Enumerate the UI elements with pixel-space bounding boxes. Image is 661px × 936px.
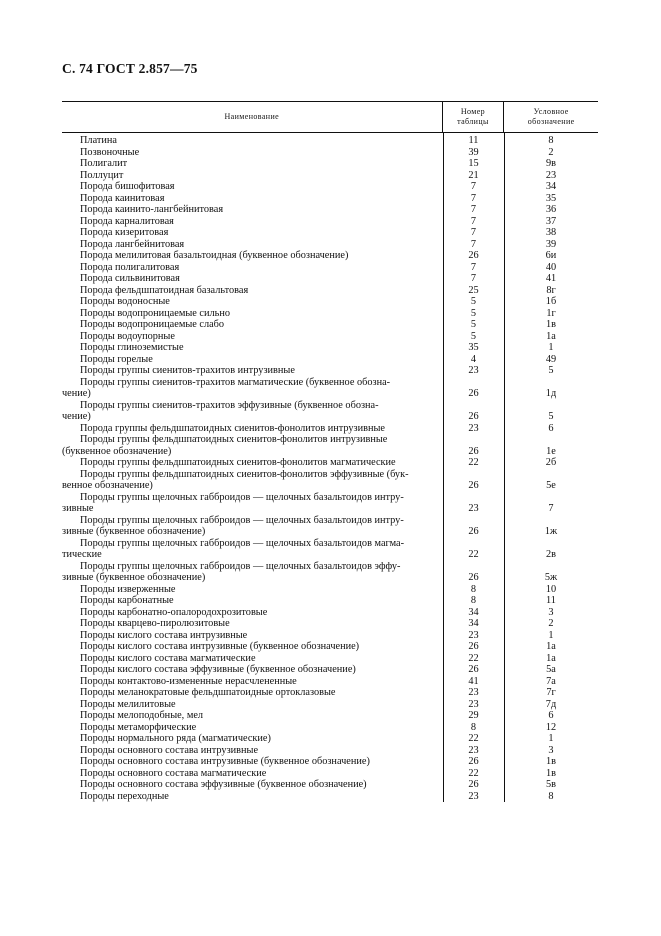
row-symbol: 11 [546, 595, 556, 606]
row-name [62, 710, 443, 722]
row-symbol: 6 [548, 710, 554, 721]
row-symbol: 12 [545, 721, 557, 733]
table-row [62, 779, 598, 791]
row-name-text: Породы изверженные [80, 583, 176, 595]
table-row [62, 607, 598, 619]
row-symbol: 3 [548, 744, 554, 756]
column-header-number-line2: таблицы [457, 117, 489, 126]
row-name-text: Породы основного состава интрузивные (буквенное обозначение) [80, 756, 370, 767]
row-symbol: 1ж [544, 526, 558, 537]
row-symbol: 1е [546, 445, 556, 457]
row-symbol: 5а [546, 664, 556, 675]
row-symbol: 36 [545, 204, 557, 215]
row-table-number: 23 [468, 629, 479, 641]
row-table-number: 7 [470, 238, 477, 250]
row-table-number: 22 [468, 733, 479, 744]
row-name [62, 538, 443, 561]
row-table-number: 26 [468, 388, 479, 399]
table-row [62, 722, 598, 734]
row-table-number: 5 [470, 319, 477, 330]
table-row [62, 181, 598, 193]
row-name-text: Породы основного состава эффузивные (буквенное обозначение) [80, 779, 367, 790]
row-table-number: 23 [468, 790, 479, 802]
row-name-text: Позвоночные [80, 146, 140, 158]
row-name-text: Породы кварцево-пиролюзитовые [80, 618, 230, 629]
table-row [62, 354, 598, 366]
row-name-text: Породы группы щелочных габброидов — щелочных базальтоидов интру- [80, 514, 404, 526]
row-name-text: Породы глиноземистые [80, 342, 184, 353]
row-table-number: 8 [470, 583, 477, 595]
row-table-number: 26 [468, 779, 479, 790]
row-name [62, 779, 443, 791]
row-symbol: 1 [548, 342, 554, 353]
row-name [62, 204, 443, 216]
page-header: С. 74 ГОСТ 2.857—75 [62, 61, 198, 76]
column-header-symbol-line1: Условное [533, 107, 569, 116]
row-table-number: 15 [468, 158, 479, 169]
row-name-text: Породы группы фельдшпатоидных сиенитов-фонолитов магматические [80, 457, 396, 468]
table-row [62, 653, 598, 665]
row-name-text: Породы группы сиенитов-трахитов эффузивные (буквенное обозна- [80, 399, 379, 411]
row-symbol: 5е [546, 480, 556, 491]
table-row [62, 676, 598, 688]
row-name-text: Породы меланократовые фельдшпатоидные ортоклазовые [80, 687, 336, 698]
row-name [62, 492, 443, 515]
designations-table [62, 101, 598, 802]
table-row [62, 699, 598, 711]
row-symbol: 6и [545, 250, 557, 261]
row-name-text: Породы водоносные [80, 296, 170, 307]
row-name-continuation: тические [62, 549, 102, 560]
table-row [62, 227, 598, 239]
row-table-number: 26 [468, 250, 479, 261]
row-name-text: Породы водопроницаемые сильно [80, 307, 230, 319]
row-name-text: Породы карбонатно-опалородохрозитовые [80, 606, 268, 618]
row-symbol: 7г [546, 687, 556, 698]
row-name [62, 434, 443, 457]
table-row [62, 331, 598, 343]
row-name [62, 342, 443, 354]
table-row [62, 584, 598, 596]
row-name-continuation: венное обозначение) [62, 480, 153, 491]
row-symbol: 7д [545, 698, 557, 710]
row-name [62, 515, 443, 538]
row-symbol: 5ж [544, 572, 558, 583]
column-header-symbol-line2: обозначение [527, 117, 575, 126]
row-symbol: 1г [546, 307, 556, 319]
row-symbol: 5 [548, 411, 554, 422]
row-name-text: Поллуцит [80, 169, 124, 181]
row-symbol: 6 [548, 422, 554, 434]
row-table-number: 26 [468, 641, 479, 652]
table-row [62, 756, 598, 768]
table-row [62, 400, 598, 423]
row-name [62, 664, 443, 676]
row-table-number: 23 [468, 698, 479, 710]
row-name [62, 423, 443, 435]
row-symbol: 1а [546, 641, 556, 652]
row-name-text: Породы группы фельдшпатоидных сиенитов-фонолитов эффузивные (бук- [80, 468, 409, 480]
row-table-number: 26 [468, 526, 479, 537]
table-header [62, 102, 598, 133]
row-table-number: 22 [468, 457, 479, 468]
row-name-continuation: зивные (буквенное обозначение) [62, 572, 206, 583]
row-symbol: 34 [545, 181, 557, 192]
row-symbol: 9в [545, 158, 556, 169]
table-row [62, 515, 598, 538]
row-table-number: 35 [468, 342, 479, 353]
row-table-number: 7 [470, 192, 477, 204]
row-name [62, 756, 443, 768]
row-table-number: 7 [470, 204, 477, 215]
row-name [62, 400, 443, 423]
row-name [62, 791, 443, 803]
row-name-text: Породы мелоподобные, мел [80, 710, 204, 721]
table-row [62, 768, 598, 780]
row-table-number: 21 [468, 169, 479, 181]
table-row [62, 687, 598, 699]
row-name [62, 676, 443, 688]
row-table-number: 22 [468, 652, 479, 664]
row-symbol: 1 [548, 733, 554, 744]
row-table-number: 8 [470, 721, 477, 733]
row-name [62, 181, 443, 193]
table-row [62, 342, 598, 354]
row-name-continuation: (буквенное обозначение) [62, 445, 172, 457]
row-table-number: 23 [468, 422, 479, 434]
row-name-text: Породы группы фельдшпатоидных сиенитов-фонолитов интрузивные [80, 434, 388, 445]
row-name [62, 147, 443, 159]
row-name [62, 308, 443, 320]
row-symbol: 10 [545, 583, 557, 595]
row-name-text: Породы горелые [80, 353, 153, 365]
table-row [62, 618, 598, 630]
row-table-number: 7 [470, 261, 477, 273]
row-name-text: Породы группы щелочных габброидов — щелочных базальтоидов интру- [80, 491, 404, 503]
row-name-text: Порода каинитовая [80, 192, 165, 204]
row-table-number: 23 [468, 687, 479, 698]
row-name-text: Породы водоупорные [80, 330, 175, 342]
row-table-number: 4 [470, 353, 477, 365]
row-name [62, 768, 443, 780]
row-name-continuation: зивные (буквенное обозначение) [62, 526, 206, 537]
row-table-number: 5 [470, 330, 477, 342]
row-name-text: Порода лангбейнитовая [80, 238, 185, 250]
row-table-number: 7 [470, 181, 477, 192]
row-table-number: 7 [470, 215, 477, 227]
table-body [62, 133, 598, 802]
row-name-text: Породы водопроницаемые слабо [80, 319, 225, 330]
row-symbol: 1а [546, 330, 556, 342]
row-table-number: 7 [470, 273, 477, 284]
row-symbol: 40 [545, 261, 557, 273]
column-header-name-label: Наименование [224, 112, 280, 121]
row-table-number: 7 [470, 227, 477, 238]
row-table-number: 26 [468, 411, 479, 422]
table-row [62, 664, 598, 676]
row-symbol: 37 [545, 215, 557, 227]
row-table-number: 26 [468, 572, 479, 583]
row-name [62, 377, 443, 400]
row-name [62, 595, 443, 607]
row-name-text: Порода карналитовая [80, 215, 174, 227]
row-symbol: 1в [545, 319, 556, 330]
row-name [62, 296, 443, 308]
row-name-text: Породы карбонатные [80, 595, 174, 606]
table-row [62, 193, 598, 205]
row-symbol: 3 [548, 606, 554, 618]
row-table-number: 34 [468, 606, 479, 618]
row-name [62, 687, 443, 699]
table-row [62, 239, 598, 251]
row-table-number: 5 [470, 296, 477, 307]
row-name [62, 607, 443, 619]
row-table-number: 11 [468, 135, 479, 146]
row-symbol: 1д [545, 388, 557, 399]
row-name-text: Порода сильвинитовая [80, 273, 180, 284]
row-name [62, 469, 443, 492]
row-symbol: 1 [548, 629, 554, 641]
row-name [62, 135, 443, 147]
row-symbol: 5в [545, 779, 556, 790]
row-name [62, 618, 443, 630]
table-row [62, 250, 598, 262]
row-name-text: Породы контактово-измененные нерасчлененные [80, 675, 297, 687]
row-table-number: 23 [468, 744, 479, 756]
table-row [62, 457, 598, 469]
row-table-number: 8 [470, 595, 477, 606]
row-name [62, 630, 443, 642]
row-name-text: Платина [80, 135, 117, 146]
row-symbol: 35 [545, 192, 557, 204]
row-name-text: Породы нормального ряда (магматические) [80, 733, 271, 744]
row-table-number: 25 [468, 284, 479, 296]
row-name-text: Породы основного состава магматические [80, 767, 267, 779]
column-header-number [442, 102, 504, 132]
row-symbol: 39 [545, 238, 557, 250]
row-table-number: 22 [468, 549, 479, 560]
row-name-text: Порода полигалитовая [80, 261, 180, 273]
table-row [62, 273, 598, 285]
row-name [62, 216, 443, 228]
column-header-symbol [503, 102, 598, 132]
row-name-continuation: чение) [62, 388, 91, 399]
column-header-name [62, 102, 442, 132]
row-name-continuation: зивные [62, 503, 94, 514]
row-symbol: 8 [548, 135, 554, 146]
row-name [62, 653, 443, 665]
table-row [62, 469, 598, 492]
table-row [62, 365, 598, 377]
table-row [62, 216, 598, 228]
row-name-text: Порода бишофитовая [80, 181, 175, 192]
table-row [62, 262, 598, 274]
row-name [62, 262, 443, 274]
row-table-number: 26 [468, 445, 479, 457]
row-name-text: Порода мелилитовая базальтоидная (буквенное обозначение) [80, 250, 349, 261]
table-row [62, 423, 598, 435]
row-name [62, 250, 443, 262]
row-name [62, 584, 443, 596]
row-table-number: 23 [468, 365, 479, 376]
row-name-text: Породы мелилитовые [80, 698, 176, 710]
row-name [62, 457, 443, 469]
row-name [62, 158, 443, 170]
table-row [62, 434, 598, 457]
row-symbol: 23 [545, 169, 557, 181]
row-name-text: Породы группы сиенитов-трахитов интрузивные [80, 365, 295, 376]
row-table-number: 34 [468, 618, 479, 629]
row-symbol: 1в [545, 756, 556, 767]
row-name [62, 193, 443, 205]
row-name-text: Породы группы щелочных габброидов — щелочных базальтоидов магма- [80, 537, 405, 549]
row-symbol: 8 [548, 790, 554, 802]
row-name [62, 561, 443, 584]
row-name [62, 285, 443, 297]
table-row [62, 147, 598, 159]
row-table-number: 26 [468, 756, 479, 767]
table-row [62, 561, 598, 584]
row-table-number: 23 [468, 503, 479, 514]
table-row [62, 319, 598, 331]
row-symbol: 5 [548, 365, 554, 376]
row-symbol: 1а [546, 652, 556, 664]
row-table-number: 5 [470, 307, 477, 319]
row-symbol: 8г [546, 284, 556, 296]
table-row [62, 285, 598, 297]
row-name [62, 331, 443, 343]
row-name-text: Породы переходные [80, 790, 169, 802]
table-row [62, 745, 598, 757]
row-name [62, 170, 443, 182]
row-table-number: 41 [468, 675, 479, 687]
row-name [62, 733, 443, 745]
row-name [62, 641, 443, 653]
table-row [62, 170, 598, 182]
table-row [62, 133, 598, 147]
table-row [62, 377, 598, 400]
row-name-text: Порода каинито-лангбейнитовая [80, 204, 224, 215]
row-name [62, 722, 443, 734]
row-symbol: 41 [545, 273, 557, 284]
row-name-text: Порода группы фельдшпатоидных сиенитов-фонолитов интрузивные [80, 422, 385, 434]
row-name-text: Полигалит [80, 158, 128, 169]
row-name-text: Породы метаморфические [80, 721, 197, 733]
row-symbol: 2 [548, 618, 554, 629]
row-table-number: 39 [468, 146, 479, 158]
row-symbol: 38 [545, 227, 557, 238]
row-table-number: 22 [468, 767, 479, 779]
row-symbol: 49 [545, 353, 557, 365]
row-name-continuation: чение) [62, 411, 91, 422]
column-header-number-line1: Номер [460, 107, 486, 116]
row-name [62, 319, 443, 331]
row-symbol: 1б [545, 296, 557, 307]
row-symbol: 2в [545, 549, 556, 560]
row-symbol: 1в [545, 767, 556, 779]
row-name-text: Породы кислого состава интрузивные (буквенное обозначение) [80, 641, 360, 652]
row-name-text: Породы кислого состава магматические [80, 652, 256, 664]
row-name-text: Порода фельдшпатоидная базальтовая [80, 284, 249, 296]
table-row [62, 308, 598, 320]
table-row [62, 710, 598, 722]
row-symbol: 7 [548, 503, 554, 514]
table-row [62, 630, 598, 642]
table-row [62, 641, 598, 653]
row-symbol: 2б [545, 457, 557, 468]
row-name-text: Породы основного состава интрузивные [80, 744, 259, 756]
row-name-text: Породы кислого состава эффузивные (буквенное обозначение) [80, 664, 356, 675]
row-table-number: 29 [468, 710, 479, 721]
table-row [62, 733, 598, 745]
row-name [62, 365, 443, 377]
table-row [62, 296, 598, 308]
row-symbol: 2 [548, 146, 554, 158]
row-name [62, 227, 443, 239]
table-row [62, 158, 598, 170]
table-row [62, 204, 598, 216]
row-symbol: 7а [546, 675, 556, 687]
row-name-text: Породы группы сиенитов-трахитов магматические (буквенное обозна- [80, 376, 391, 388]
row-table-number: 26 [468, 664, 479, 675]
row-name [62, 354, 443, 366]
table-row [62, 595, 598, 607]
table-row [62, 492, 598, 515]
row-name [62, 699, 443, 711]
row-table-number: 26 [468, 480, 479, 491]
table-row [62, 538, 598, 561]
row-name [62, 745, 443, 757]
table-row [62, 791, 598, 803]
row-name-text: Породы кислого состава интрузивные [80, 629, 248, 641]
row-name-text: Порода кизеритовая [80, 227, 169, 238]
row-name [62, 273, 443, 285]
row-name [62, 239, 443, 251]
row-name-text: Породы группы щелочных габброидов — щелочных базальтоидов эффу- [80, 560, 401, 572]
